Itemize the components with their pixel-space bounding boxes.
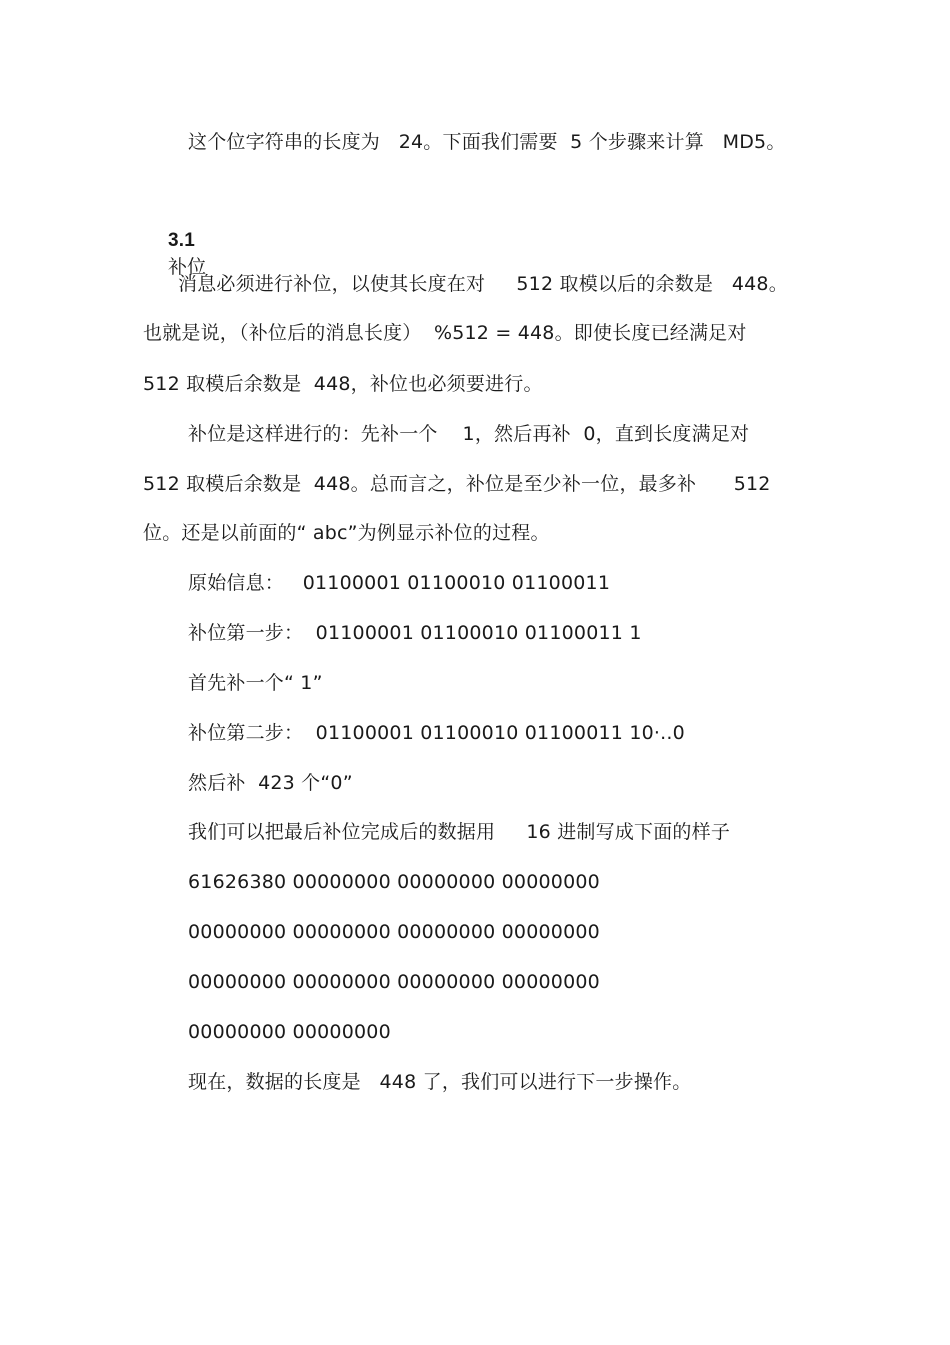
intro-paragraph: 这个位字符串的长度为 24。下面我们需要 5 个步骤来计算 MD5。 xyxy=(188,131,786,153)
padding-step-one-note: 首先补一个“ 1” xyxy=(188,672,323,694)
paragraph-line: 512 取模后余数是 448，补位也必须要进行。 xyxy=(143,373,543,395)
section-number: 3.1 xyxy=(167,230,195,251)
padding-step-two: 补位第二步： 01100001 01100010 01100011 10·..0 xyxy=(188,722,685,744)
paragraph-line: 也就是说，（补位后的消息长度） %512 = 448。即使长度已经满足对 xyxy=(143,322,747,344)
paragraph-line: 消息必须进行补位，以使其长度在对 512 取模以后的余数是 448。 xyxy=(178,273,788,295)
hex-intro-line: 我们可以把最后补位完成后的数据用 16 进制写成下面的样子 xyxy=(188,821,731,843)
section-title: 补位 xyxy=(167,256,207,278)
paragraph-line: 位。还是以前面的“ abc”为例显示补位的过程。 xyxy=(143,522,550,544)
hex-row: 00000000 00000000 00000000 00000000 xyxy=(188,971,600,993)
hex-row: 00000000 00000000 00000000 00000000 xyxy=(188,921,600,943)
original-info-line: 原始信息： 01100001 01100010 01100011 xyxy=(188,572,611,594)
padding-step-one: 补位第一步： 01100001 01100010 01100011 1 xyxy=(188,622,642,644)
padding-step-two-note: 然后补 423 个“0” xyxy=(188,772,353,794)
hex-row: 00000000 00000000 xyxy=(188,1021,391,1043)
paragraph-line: 补位是这样进行的：先补一个 1，然后再补 0，直到长度满足对 xyxy=(188,423,750,445)
paragraph-line: 512 取模后余数是 448。总而言之，补位是至少补一位，最多补 512 xyxy=(143,473,771,495)
conclusion-line: 现在，数据的长度是 448 了，我们可以进行下一步操作。 xyxy=(188,1071,692,1093)
hex-row: 61626380 00000000 00000000 00000000 xyxy=(188,871,600,893)
